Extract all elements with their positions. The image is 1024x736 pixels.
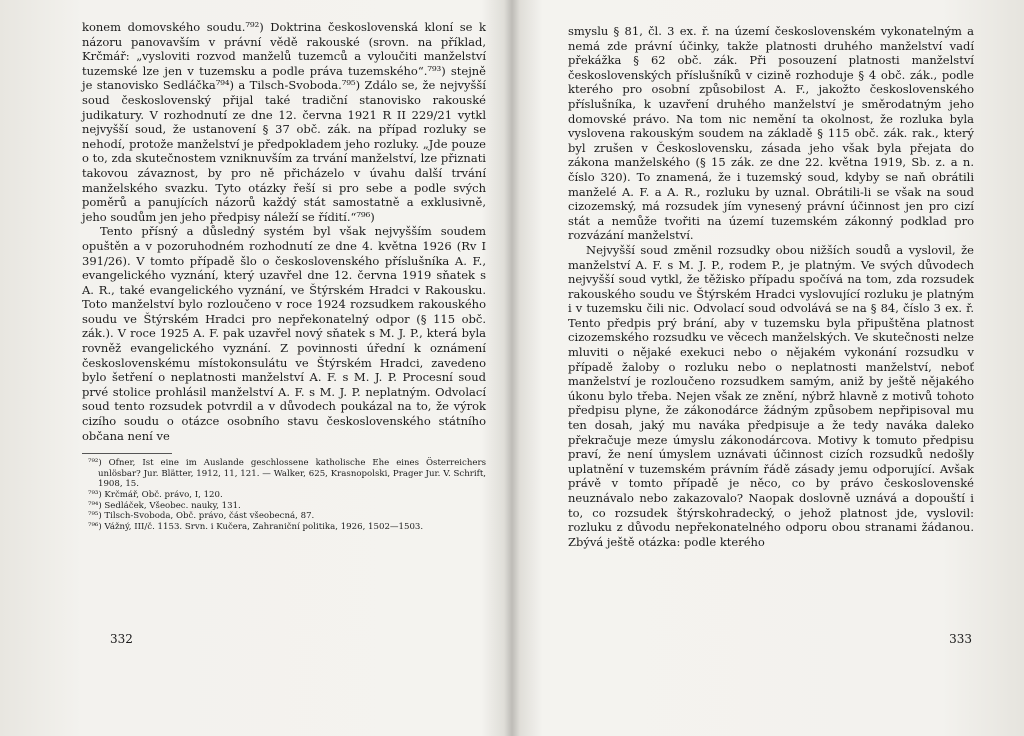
paragraph: smyslu § 81, čl. 3 ex. ř. na území československém vykonatelným a nemá zde právní účinky, takže platnosti druhého manželství vadí překážka § 62 obč. zák. Při posouzení platnosti manželství československých příslušníků v cizině rozhoduje § 4 obč. zák., podle kterého pro osobní způsobilost A. F., jakožto československého příslušníka, k uzavření druhého manželství je směrodatným jeho domovské právo. Na tom nic nemění ta okolnost, že rozluka byla vyslovena rakouským soudem na základě § 115 obč. zák. rak., který byl zrušen v Československu, zásada jeho však byla přejata do zákona manželského (§ 15 zák. ze dne 22. května 1919, Sb. z. a n. číslo 320). To znamená, že i tuzemský soud, kdyby se naň obrátili manželé A. F. a A. R., rozluku by uznal. Obrátili-li se však na soud cizozemský, má rozsudek jím vynesený právní účinnost jen pro cizí stát a nemůže tvořiti na území tuzemském zákonný podklad pro rozvázání manželství. xyxy=(568,24,974,243)
paragraph: Nejvyšší soud změnil rozsudky obou nižších soudů a vyslovil, že manželství A. F. s M. J. P., rodem P., je platným. Ve svých důvodech nejvyšší soud vytkl, že těžisko případu spočívá na tom, zda rozsudek rakouského soudu ve Štýrském Hradci vyslovující rozluku je platným i v tuzemsku čili nic. Odvolací soud odvolává se na § 84, číslo 3 ex. ř. Tento předpis prý brání, aby v tuzemsku byla připuštěna platnost cizozemského rozsudku ve věcech manželských. Ve skutečnosti nelze mluviti o nějaké exekuci nebo o nějakém vykonání rozsudku v případě žaloby o rozluku nebo o neplatnosti manželství, neboť manželství je rozloučeno rozsudkem samým, aniž by ještě nějakého úkonu bylo třeba. Nejen však ze znění, nýbrž hlavně z motivů tohoto předpisu plyne, že zákonodárce žádným způsobem nepřipisoval mu ten dosah, jaký mu naváka předpisuje a že tedy naváka daleko překračuje meze úmyslu zákonodárcova. Motivy k tomuto předpisu praví, že není úmyslem uznávati účinnost cizích rozsudků nedošly uplatnění v tuzemském právním řádě zásady jemu odporující. Avšak právě v tomto případě je něco, co by právo československé neuznávalo nebo zakazovalo? Naopak doslovně uznává a dopouští i to, co rozsudek štýrskohradecký, o jehož platnost jde, vyslovil: rozluku z důvodu nepřekonatelného odporu obou stranami žádanou. Zbývá ještě otázka: podle kterého xyxy=(568,242,974,549)
footnote: ⁷⁹⁴) Sedláček, Všeobec. nauky, 131. xyxy=(88,500,241,511)
paragraph: konem domovského soudu.⁷⁹²) Doktrina československá kloní se k názoru panovavším v právní vědě rakouské (srovn. na příklad, Krčmář: „vysloviti rozvod manželů tuzemců a vyloučiti manželství tuzemské lze jen v tuzemsku a podle práva tuzemského“.⁷⁹³) stejně je stanovisko Sedláčka⁷⁹⁴) a Tilsch-Svoboda.⁷⁹⁵) Zdálo se, že nejvyšší soud československý přijal také tradiční stanovisko rakouské judikatury. V rozhodnutí ze dne 12. června 1921 R II 229/21 vytkl nejvyšší soud, že ustanovení § 37 obč. zák. na případ rozluky se nehodí, protože manželství je předpokladem jeho rozluky. „Jde pouze o to, zda skutečnostem vzniknuvším za trvání manželství, lze přiznati takovou závaznost, by pro ně přicházelo v úvahu další trvání manželského svazku. Tyto otázky řeší si pro sebe a podle svých poměrů a panujících názorů každý stát samostatně a exklusivně, jeho soudům jen jeho předpisy náleží se řídití.“⁷⁹⁶) xyxy=(82,20,486,224)
footnotes xyxy=(82,453,486,532)
page-number: 332 xyxy=(110,632,133,646)
right-page xyxy=(512,0,1024,736)
footnote: ⁷⁹⁶) Vážný, III/č. 1153. Srvn. i Kučera, Zahraniční politika, 1926, 1502—1503. xyxy=(88,521,424,532)
paragraph: Tento přísný a důsledný systém byl však nejvyšším soudem opuštěn a v pozoruhodném rozhodnutí ze dne 4. května 1926 (Rv I 391/26). V tomto případě šlo o československého příslušníka A. F., evangelického vyznání, který uzavřel dne 12. června 1919 sňatek s A. R., také evangelického vyznání, ve Štýrském Hradci v Rakousku. Toto manželství bylo rozloučeno v roce 1924 rozsudkem rakouského soudu ve Štýrském Hradci pro nepřekonatelný odpor (§ 115 obč. zák.). V roce 1925 A. F. pak uzavřel nový sňatek s M. J. P., která byla rovněž evangelického vyznání. Z povinnosti úřední k oznámení československému místokonsulátu ve Štýrském Hradci, zavedeno bylo šetření o neplatnosti manželství A. F. s M. J. P. Procesní soud prvé stolice prohlásil manželství A. F. s M. J. P. neplatným. Odvolací soud tento rozsudek potvrdil a v důvodech poukázal na to, že výrok cizího soudu o otázce osobního stavu československého státního občana není ve xyxy=(82,224,486,443)
footnote-rule xyxy=(82,453,172,454)
footnote: ⁷⁹⁵) Tilsch-Svoboda, Obč. právo, část všeobecná, 87. xyxy=(88,511,315,522)
page-number: 333 xyxy=(949,632,972,646)
footnote: ⁷⁹³) Krčmář, Obč. právo, I, 120. xyxy=(88,490,223,500)
footnote: ⁷⁹²) Ofner, Ist eine im Auslande geschlossene katholische Ehe eines Österreichers unlösbar? Jur. Blätter, 1912, 11, 121. — Walker, 625, Krasnopolski, Prager Jur. V. Schrift, 1908, 15. xyxy=(88,458,486,490)
